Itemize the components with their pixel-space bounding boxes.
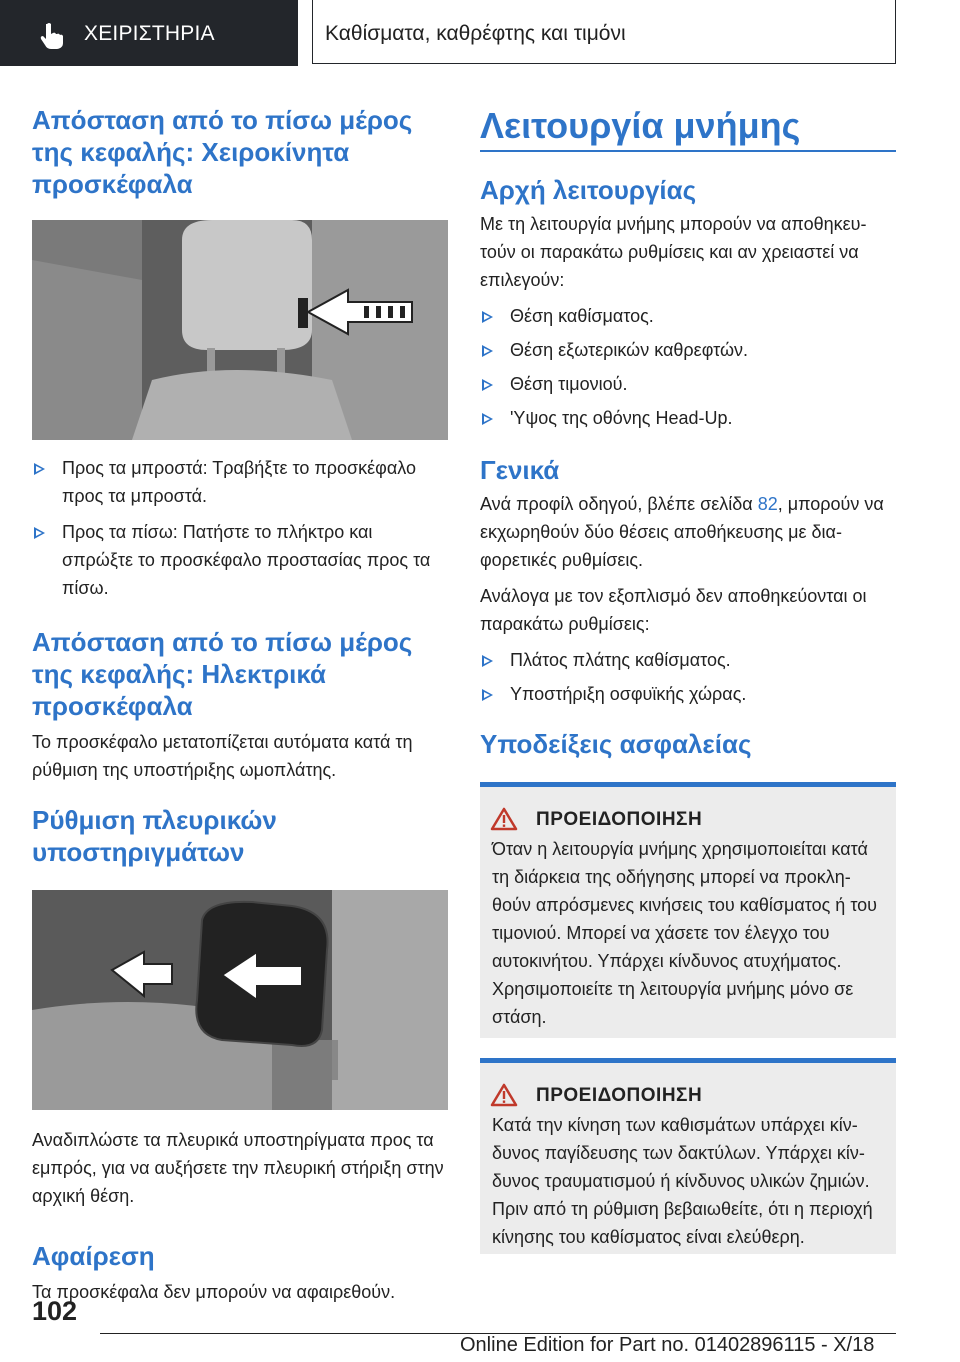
list-item: Προς τα πίσω: Πατήστε το πλήκτρο και σπρώξτε το προσκέφαλο προστασίας προς τα πίσω.: [32, 518, 448, 602]
triangle-bullet-icon: [482, 413, 493, 425]
left-column: [32, 104, 448, 1306]
photo-side-supports: [32, 890, 448, 1110]
warning-triangle-icon: [490, 1083, 518, 1107]
photo-manual-headrest: [32, 220, 448, 440]
heading-rule: [480, 150, 896, 152]
right-column: [480, 104, 896, 1254]
principle-text: Με τη λειτουργία μνήμης μπορούν να αποθηκευ-τούν οι παρακάτω ρυθμίσεις και αν χρειαστεί να επιλεγούν:: [480, 214, 867, 290]
triangle-bullet-icon: [482, 379, 493, 391]
header-manual-label: ΧΕΙΡΙΣΤΗΡΙΑ: [84, 22, 215, 45]
warning-title: ΠΡΟΕΙΔΟΠΟΙΗΣΗ: [536, 1085, 703, 1106]
general-text: Ανά προφίλ οδηγού, βλέπε σελίδα 82, μπορούν να εκχωρηθούν δύο θέσεις αποθήκευσης με δια-φορετικές ρυθμίσεις.: [480, 494, 884, 570]
warning-title: ΠΡΟΕΙΔΟΠΟΙΗΣΗ: [536, 809, 703, 830]
headrest-illustration: [32, 220, 448, 440]
header-chapter: [312, 0, 896, 64]
warning-box-1: [480, 782, 896, 1038]
warning-box-2: [480, 1058, 896, 1254]
electric-headrests-text: Το προσκέφαλο μετατοπίζεται αυτόματα κατά τη ρύθμιση της υποστήριξης ωμοπλάτης.: [32, 732, 413, 780]
heading-electric-headrests: Απόσταση από το πίσω μέρος της κεφαλής: Ηλεκτρικά προσκέφαλα: [32, 627, 413, 721]
hand-pointer-icon: [36, 20, 66, 50]
triangle-bullet-icon: [34, 463, 45, 475]
warning-header: [492, 787, 886, 831]
heading-memory-function: Λειτουργία μνήμης: [480, 105, 801, 146]
list-item: Υποστήριξη οσφυϊκής χώρας.: [480, 680, 896, 708]
triangle-bullet-icon: [482, 689, 493, 701]
header-manual-tab[interactable]: [0, 0, 298, 66]
list-item: Θέση καθίσματος.: [480, 302, 896, 330]
heading-principle: Αρχή λειτουργίας: [480, 175, 697, 205]
triangle-bullet-icon: [482, 655, 493, 667]
general-items-list: [480, 646, 896, 708]
heading-removal: Αφαίρεση: [32, 1241, 155, 1271]
heading-side-supports: Ρύθμιση πλευρικών υποστηριγμάτων: [32, 805, 277, 867]
page-number: 102: [32, 1296, 78, 1326]
warning-text: Κατά την κίνηση των καθισμάτων υπάρχει κίν-δυνος παγίδευσης των δακτύλων. Υπάρχει κίν-δυνος τραυματισμού ή κίνδυνος υλικών ζημιών. Πριν από τη ρύθμιση βεβαιωθείτε, ότι η περιοχή κίνησης του καθίσματος είναι ελεύθερη.: [492, 1115, 873, 1247]
removal-text: Τα προσκέφαλα δεν μπορούν να αφαιρεθούν.: [32, 1282, 396, 1302]
general-text-2: Ανάλογα με τον εξοπλισμό δεν αποθηκεύονται οι παρακάτω ρυθμίσεις:: [480, 586, 867, 634]
triangle-bullet-icon: [34, 527, 45, 539]
memory-items-list: [480, 302, 896, 432]
heading-safety: Υποδείξεις ασφαλείας: [480, 729, 752, 759]
manual-steps-list: [32, 454, 448, 602]
chapter-title: Καθίσματα, καθρέφτης και τιμόνι: [325, 22, 626, 45]
triangle-bullet-icon: [482, 311, 493, 323]
heading-general: Γενικά: [480, 455, 560, 485]
list-item: Προς τα μπροστά: Τραβήξτε το προσκέφαλο προς τα μπροστά.: [32, 454, 448, 510]
list-item: Θέση εξωτερικών καθρεφτών.: [480, 336, 896, 364]
warning-header: [492, 1063, 886, 1107]
warning-triangle-icon: [490, 807, 518, 831]
triangle-bullet-icon: [482, 345, 493, 357]
page-link[interactable]: 82: [757, 494, 778, 514]
side-supports-text: Αναδιπλώστε τα πλευρικά υποστηρίγματα προς τα εμπρός, για να αυξήσετε την πλευρική στήριξη στην αρχική θέση.: [32, 1130, 444, 1206]
heading-manual-headrests: Απόσταση από το πίσω μέρος της κεφαλής: Χειροκίνητα προσκέφαλα: [32, 105, 413, 199]
list-item: Πλάτος πλάτης καθίσματος.: [480, 646, 896, 674]
warning-text: Όταν η λειτουργία μνήμης χρησιμοποιείται κατά τη διάρκεια της οδήγησης μπορεί να προκλη-θούν απρόσμενες κινήσεις του καθίσματος ή του τιμονιού. Μπορεί να χάσετε τον έλεγχο του αυτοκινήτου. Υπάρχει κίνδυνος ατυχήματος. Χρησιμοποιείτε τη λειτουργία μνήμης μόνο σε στάση.: [492, 839, 878, 1027]
list-item: 'Υψος της οθόνης Head-Up.: [480, 404, 896, 432]
side-support-illustration: [32, 890, 448, 1110]
list-item: Θέση τιμονιού.: [480, 370, 896, 398]
footer-edition: Online Edition for Part no. 01402896115 - X/18: [460, 1334, 875, 1356]
